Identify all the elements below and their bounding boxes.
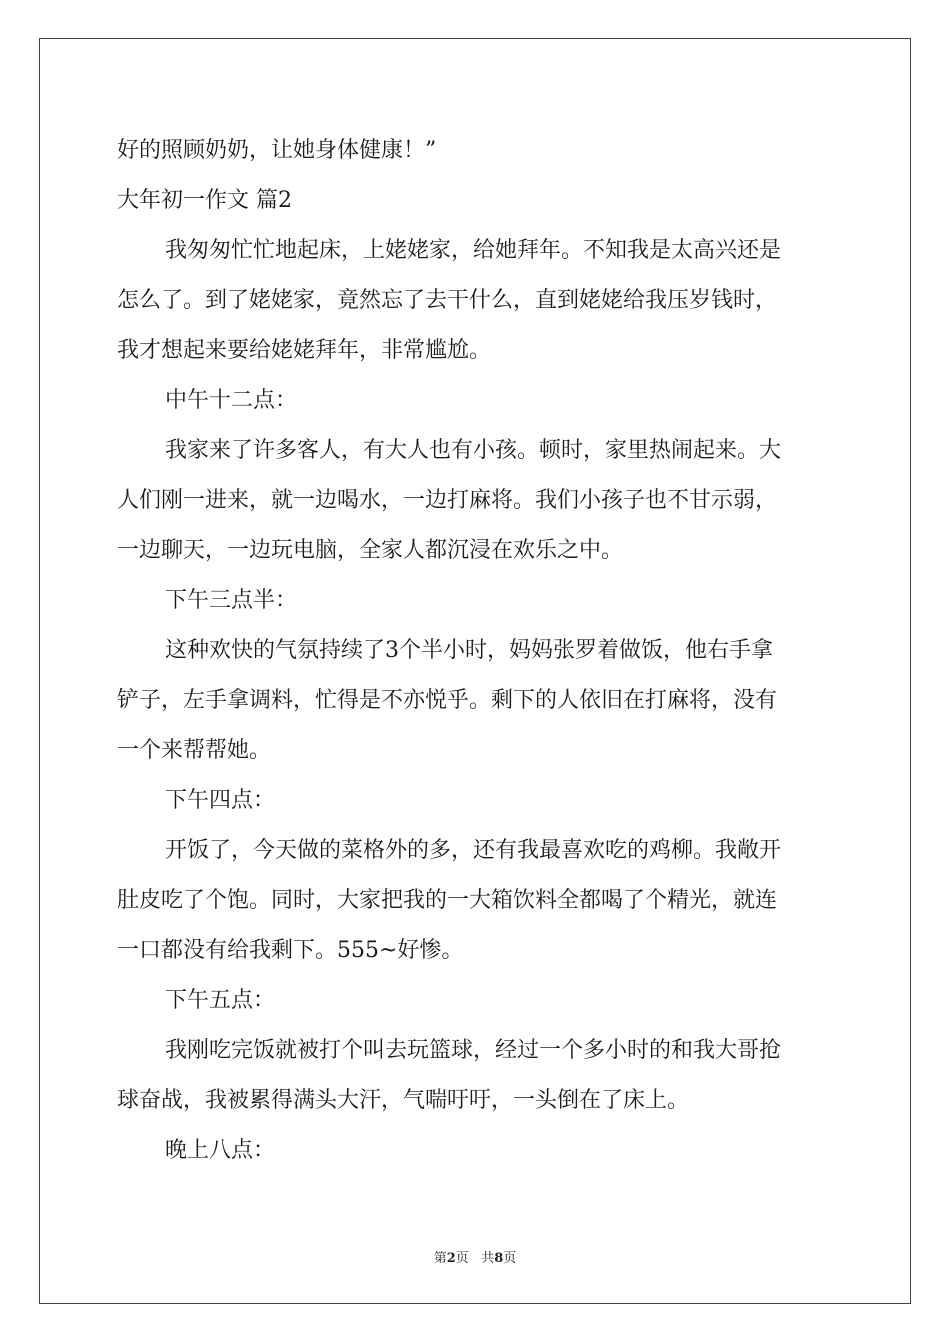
document-body	[117, 126, 837, 1176]
time-heading: 下午五点：	[165, 988, 276, 1013]
total-suffix: 页	[503, 1251, 517, 1266]
paragraph-line: 我匆匆忙忙地起床，上姥姥家，给她拜年。不知我是太高兴还是	[165, 238, 782, 263]
time-heading: 中午十二点：	[165, 388, 298, 413]
time-heading: 下午三点半：	[165, 588, 298, 613]
page-number: 2	[446, 1251, 456, 1266]
paragraph-line: 一边聊天，一边玩电脑，全家人都沉浸在欢乐之中。	[117, 538, 624, 563]
paragraph-line: 我家来了许多客人，有大人也有小孩。顿时，家里热闹起来。大	[165, 438, 782, 463]
page-suffix: 页	[455, 1251, 469, 1266]
section-heading: 大年初一作文 篇2	[117, 188, 292, 213]
paragraph-line: 好的照顾奶奶，让她身体健康！”	[117, 138, 437, 163]
paragraph-line: 肚皮吃了个饱。同时，大家把我的一大箱饮料全都喝了个精光，就连	[117, 888, 778, 913]
page-prefix: 第	[433, 1251, 447, 1266]
page-footer	[0, 1247, 950, 1266]
paragraph-line: 怎么了。到了姥姥家，竟然忘了去干什么，直到姥姥给我压岁钱时，	[117, 288, 778, 313]
paragraph-line: 我才想起来要给姥姥拜年，非常尴尬。	[117, 338, 492, 363]
time-heading: 下午四点：	[165, 788, 276, 813]
total-pages: 8	[494, 1251, 504, 1266]
paragraph-line: 这种欢快的气氛持续了3个半小时，妈妈张罗着做饭，他右手拿	[165, 638, 773, 663]
paragraph-line: 一口都没有给我剩下。555~好惨。	[117, 938, 464, 963]
paragraph-line: 人们刚一进来，就一边喝水，一边打麻将。我们小孩子也不甘示弱，	[117, 488, 778, 513]
paragraph-line: 铲子，左手拿调料，忙得是不亦悦乎。剩下的人依旧在打麻将，没有	[117, 688, 778, 713]
time-heading: 晚上八点：	[165, 1138, 276, 1163]
paragraph-line: 开饭了，今天做的菜格外的多，还有我最喜欢吃的鸡柳。我敞开	[165, 838, 782, 863]
paragraph-line: 我刚吃完饭就被打个叫去玩篮球，经过一个多小时的和我大哥抢	[165, 1038, 782, 1063]
total-prefix: 共	[481, 1251, 495, 1266]
paragraph-line: 球奋战，我被累得满头大汗，气喘吁吁，一头倒在了床上。	[117, 1088, 690, 1113]
paragraph-line: 一个来帮帮她。	[117, 738, 272, 763]
